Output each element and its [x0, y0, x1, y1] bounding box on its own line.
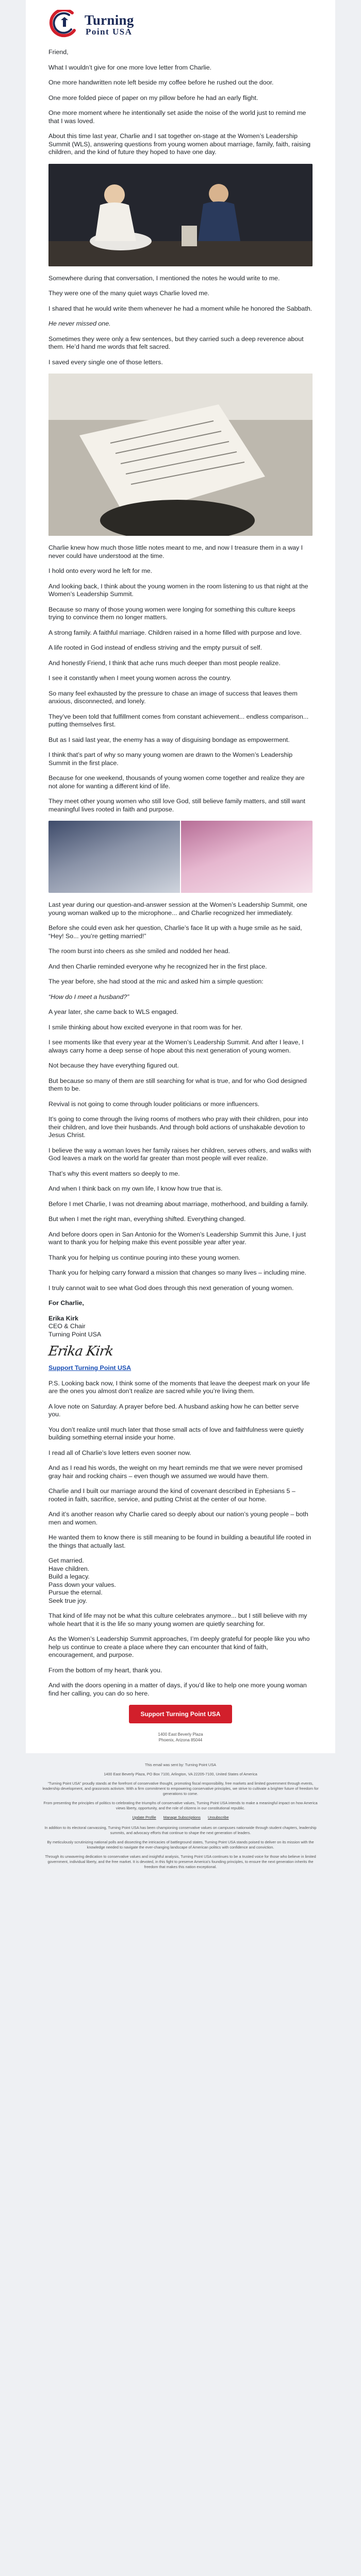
- love-letters-photo: [48, 374, 313, 536]
- footer-sent-by: This email was sent by: Turning Point USA: [145, 1762, 216, 1767]
- update-profile-link[interactable]: Update Profile: [132, 1815, 156, 1820]
- stage-conversation-photo: [48, 164, 313, 266]
- turning-point-logo[interactable]: [48, 8, 313, 41]
- paragraph: I hold onto every word he left for me.: [48, 567, 153, 574]
- paragraph: Last year during our question-and-answer session at the Women’s Leadership Summit, one young woman walked up to the microphone... and Charlie recognized her immediately.: [48, 901, 307, 917]
- quote: “How do I meet a husband?”: [48, 993, 129, 1001]
- summit-crowd-photos: [48, 821, 313, 893]
- paragraph: I think that’s part of why so many young women are drawn to the Women’s Leadership Summit in the first place.: [48, 751, 293, 767]
- manage-subscriptions-link[interactable]: Manage Subscriptions: [163, 1815, 201, 1820]
- email-body: [26, 0, 335, 1753]
- ps-paragraph: Charlie and I built our marriage around the kind of covenant described in Ephesians 5 – rooted in faith, sacrifice, service, and putting Christ at the center of our home.: [48, 1487, 296, 1503]
- address-line1: 1400 East Beverly Plaza: [158, 1732, 203, 1737]
- paragraph: Before I met Charlie, I was not dreaming about marriage, motherhood, and building a family.: [48, 1200, 308, 1208]
- footer-text: Through its unwavering dedication to conservative values and insightful analysis, Turning Point USA continues to be a trusted voice for those who believe in limited government, individual liberty, and the free market. It is devoted, in this fight to preserve America’s founding principles, to ensure the next generation inherits the freedom that makes this nation exceptional.: [45, 1854, 316, 1869]
- paragraph: And honestly Friend, I think that ache runs much deeper than most people realize.: [48, 659, 281, 667]
- signer-title: CEO & Chair: [48, 1323, 86, 1330]
- ps-paragraph: I read all of Charlie’s love letters even sooner now.: [48, 1449, 191, 1456]
- paragraph: And looking back, I think about the young women in the room listening to us that night at the Women’s Leadership Summit.: [48, 582, 308, 598]
- paragraph: Sometimes they were only a few sentences, but they carried such a deep reverence about them. He’d hand me words that felt sacred.: [48, 335, 304, 350]
- paragraph: Before she could even ask her question, Charlie’s face lit up with a huge smile as he said, “Hey! So... you’re getting married!”: [48, 924, 302, 940]
- ps-paragraph: And it’s another reason why Charlie cared so deeply about our nation’s young people – both men and women.: [48, 1511, 308, 1526]
- paragraph: Charlie knew how much those little notes meant to me, and now I treasure them in a way I never could have understood at the time.: [48, 544, 303, 560]
- unsubscribe-link[interactable]: Unsubscribe: [207, 1815, 229, 1820]
- ps-paragraph: He wanted them to know there is still meaning to be found in building a beautiful life rooted in the things that actually last.: [48, 1534, 311, 1549]
- email-footer: [26, 1753, 335, 1882]
- mailing-address: [48, 1732, 313, 1743]
- paragraph: That’s why this event matters so deeply to me.: [48, 1170, 180, 1177]
- ps-paragraph: A love note on Saturday. A prayer before bed. A husband asking how he can better serve you.: [48, 1402, 299, 1418]
- signature-block: [48, 1315, 313, 1372]
- paragraph: The year before, she had stood at the mic and asked him a simple question:: [48, 978, 264, 985]
- paragraph: Not because they have everything figured out.: [48, 1062, 179, 1069]
- closing: For Charlie,: [48, 1299, 84, 1307]
- handwritten-signature: Erika Kirk: [47, 1344, 114, 1359]
- paragraph: What I wouldn’t give for one more love letter from Charlie.: [48, 63, 212, 71]
- letter-content: [48, 48, 313, 1743]
- footer-text: “Turning Point USA” proudly stands at the forefront of conservative thought, promoting fiscal responsibility, free markets and limited government through events, leadership development, and grassroots activism. With a firm commitment to empowering conservative principles, we strive to cultivate a brighter future of freedom for generations to come.: [42, 1781, 319, 1796]
- paragraph: But when I met the right man, everything shifted. Everything changed.: [48, 1215, 246, 1223]
- footer-address: 1400 East Beverly Plaza, PO Box 7100, Arlington, VA 22205-7100, United States of America: [104, 1772, 257, 1776]
- paragraph: The room burst into cheers as she smiled and nodded her head.: [48, 947, 230, 955]
- stage-photo-illustration: [48, 164, 313, 266]
- greeting: Friend,: [48, 48, 69, 56]
- summit-crowd-photo-left: [48, 821, 180, 893]
- paragraph: Thank you for helping us continue pouring into these young women.: [48, 1253, 240, 1261]
- logo-line2: Point USA: [86, 27, 133, 37]
- ps-paragraph: P.S. Looking back now, I think some of the moments that leave the deepest mark on your life are the ones you almost don’t realize are sacred while you’re living them.: [48, 1379, 310, 1395]
- signer-org: Turning Point USA: [48, 1330, 102, 1338]
- paragraph: One more handwritten note left beside my coffee before he rushed out the door.: [48, 79, 274, 86]
- paragraph: A strong family. A faithful marriage. Children raised in a home filled with purpose and love.: [48, 629, 302, 636]
- paragraph: They meet other young women who still love God, still believe family matters, and still want meaningful lives rooted in faith and purpose.: [48, 798, 305, 813]
- paragraph: About this time last year, Charlie and I sat together on-stage at the Women’s Leadership Summit (WLS), answering questions from young women about marriage, family, faith, raising children, and the kind of future they hoped to have one day.: [48, 132, 310, 156]
- paragraph: But as I said last year, the enemy has a way of disguising bondage as empowerment.: [48, 736, 290, 743]
- paragraph: I saved every single one of those letters.: [48, 358, 163, 366]
- paragraph: Somewhere during that conversation, I mentioned the notes he would write to me.: [48, 274, 280, 282]
- ps-paragraph: From the bottom of my heart, thank you.: [48, 1666, 162, 1674]
- ps-paragraph: As the Women’s Leadership Summit approaches, I’m deeply grateful for people like you who help us continue to create a place where they can encounter that kind of faith, encouragement, and purpose.: [48, 1635, 310, 1658]
- paragraph: They’ve been told that fulfillment comes from constant achievement... endless comparison... putting themselves first.: [48, 713, 309, 728]
- paragraph: And then Charlie reminded everyone why he recognized her in the first place.: [48, 962, 267, 970]
- paragraph: And before doors open in San Antonio for the Women’s Leadership Summit this June, I just want to thank you for helping make this event possible year after year.: [48, 1230, 306, 1246]
- paragraph: I see moments like that every year at the Women’s Leadership Summit. And after I leave, I always carry home a deep sense of hope about this next generation of young women.: [48, 1039, 304, 1054]
- logo-line1: Turning: [85, 12, 134, 28]
- logo-wordmark: [85, 13, 134, 36]
- paragraph: One more moment where he intentionally set aside the noise of the world just to remind me that I was loved.: [48, 109, 306, 125]
- ps-paragraph: And with the doors opening in a matter of days, if you’d like to help one more young woman find her calling, you can do so here.: [48, 1682, 307, 1697]
- paragraph: I smile thinking about how excited everyone in that room was for her.: [48, 1023, 243, 1031]
- paragraph: I shared that he would write them whenever he had a moment while he honored the Sabbath.: [48, 304, 313, 312]
- paragraph: Thank you for helping carry forward a mission that changes so many lives – including mine.: [48, 1269, 306, 1276]
- signer-name: Erika Kirk: [48, 1314, 78, 1322]
- footer-text: By meticulously scrutinizing national polls and dissecting the intricacies of battleground states, Turning Point USA stands poised to deliver on its mission with the knowledge needed to navigate the ever-changing landscape of American politics with confidence and conviction.: [47, 1840, 314, 1850]
- paragraph: And when I think back on my own life, I know how true that is.: [48, 1185, 223, 1192]
- ps-paragraph: And as I read his words, the weight on my heart reminds me that we were never promised gray hair and rocking chairs – even though we assumed we would have them.: [48, 1464, 303, 1480]
- ps-paragraph: You don’t realize until much later that those small acts of love and faithfulness were quietly building something eternal inside your home.: [48, 1426, 304, 1441]
- paragraph: It’s going to come through the living rooms of mothers who pray with their children, pour into their children, and love their husbands. And through bold actions of unshakable devotion to Jesus Christ.: [48, 1115, 308, 1139]
- ps-list: Get married. Have children. Build a legacy. Pass down your values. Pursue the eternal. Seek true joy.: [48, 1557, 116, 1604]
- support-button[interactable]: Support Turning Point USA: [129, 1705, 232, 1723]
- paragraph: I see it constantly when I meet young women across the country.: [48, 674, 232, 682]
- letters-photo-illustration: [48, 374, 313, 536]
- footer-links: [41, 1815, 320, 1820]
- footer-text: From presenting the principles of politics to celebrating the triumphs of conservative values, Turning Point USA intends to make a meaningful impact on how America views liberty, opportunity, and the role of citizens in our constitutional republic.: [43, 1801, 318, 1810]
- paragraph: Because for one weekend, thousands of young women come together and realize they are not alone for wanting a different kind of life.: [48, 774, 305, 790]
- cta-wrapper: [48, 1705, 313, 1723]
- paragraph: He never missed one.: [48, 320, 111, 327]
- address-line2: Phoenix, Arizona 85044: [158, 1738, 203, 1742]
- ps-paragraph: That kind of life may not be what this culture celebrates anymore... but I still believe with my whole heart that it is the life so many young women are quietly searching for.: [48, 1612, 307, 1628]
- paragraph: Because so many of those young women were longing for something this culture keeps trying to convince them no longer matters.: [48, 605, 296, 621]
- paragraph: So many feel exhausted by the pressure to chase an image of success that leaves them anxious, disconnected, and lonely.: [48, 689, 298, 705]
- paragraph: A year later, she came back to WLS engaged.: [48, 1008, 178, 1015]
- paragraph: One more folded piece of paper on my pillow before he had an early flight.: [48, 94, 258, 101]
- footer-text: In addition to its electoral canvassing, Turning Point USA has been championing conservative values on campuses nationwide through student chapters, leadership summits, and advocacy efforts that continue to shape the next generation of leaders.: [44, 1825, 317, 1835]
- paragraph: But because so many of them are still searching for what is true, and for who God designed them to be.: [48, 1077, 307, 1092]
- summit-crowd-photo-right: [181, 821, 313, 893]
- paragraph: They were one of the many quiet ways Charlie loved me.: [48, 290, 209, 297]
- paragraph: I truly cannot wait to see what God does through this next generation of young women.: [48, 1284, 294, 1292]
- paragraph: A life rooted in God instead of endless striving and the empty pursuit of self.: [48, 644, 262, 651]
- paragraph: Revival is not going to come through louder politicians or more influencers.: [48, 1100, 260, 1108]
- paragraph: I believe the way a woman loves her family raises her children, serves others, and walks with God leaves a mark on the world far greater than most people will ever realize.: [48, 1146, 311, 1162]
- logo-swoosh-icon: [48, 10, 80, 40]
- support-link[interactable]: Support Turning Point USA: [48, 1364, 132, 1371]
